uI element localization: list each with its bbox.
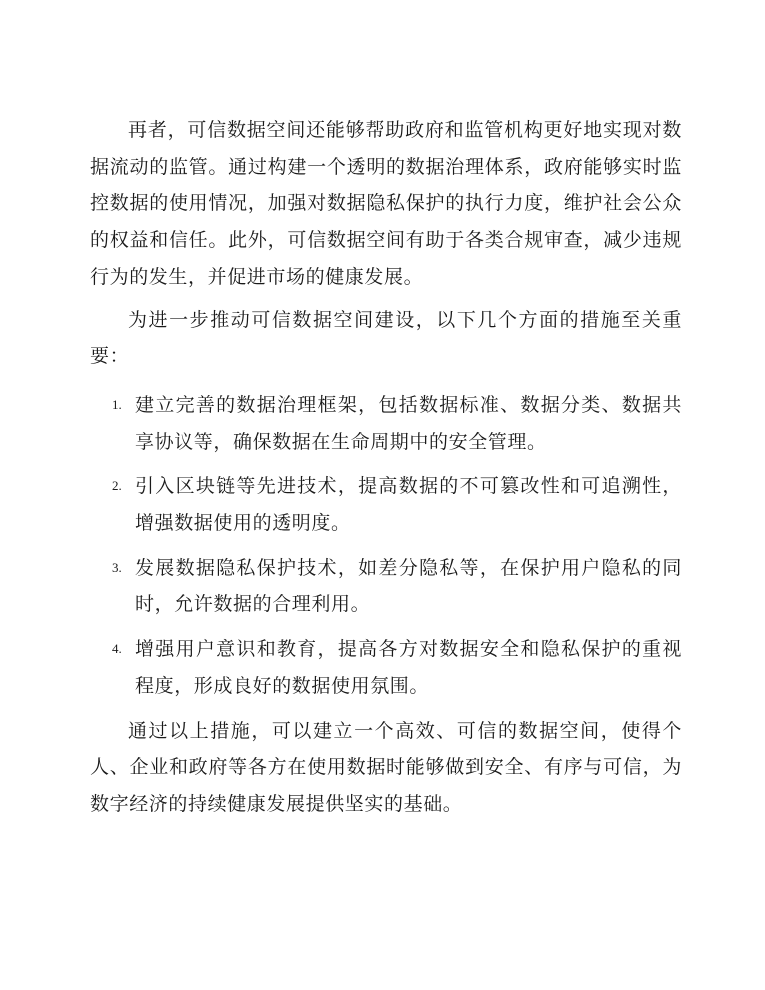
list-item (90, 631, 682, 704)
list-item-number: 1. (112, 396, 122, 412)
list-item-text: 引入区块链等先进技术，提高数据的不可篡改性和可追溯性，增强数据使用的透明度。 (135, 475, 682, 535)
paragraph-conclusion: 通过以上措施，可以建立一个高效、可信的数据空间，使得个人、企业和政府等各方在使用数据时能够做到安全、有序与可信，为数字经济的持续健康发展提供坚实的基础。 (90, 719, 682, 815)
list-item-text: 发展数据隐私保护技术，如差分隐私等，在保护用户隐私的同时，允许数据的合理利用。 (135, 556, 682, 616)
list-item (90, 387, 682, 460)
document-body (90, 112, 682, 823)
measures-list (90, 387, 682, 705)
list-item-number: 4. (112, 641, 122, 657)
list-item-text: 建立完善的数据治理框架，包括数据标准、数据分类、数据共享协议等，确保数据在生命周期中的安全管理。 (135, 393, 682, 453)
paragraph-supervision: 再者，可信数据空间还能够帮助政府和监管机构更好地实现对数据流动的监管。通过构建一个透明的数据治理体系，政府能够实时监控数据的使用情况，加强对数据隐私保护的执行力度，维护社会公众的权益和信任。此外，可信数据空间有助于各类合规审查，减少违规行为的发生，并促进市场的健康发展。 (90, 119, 682, 288)
paragraph-measures-intro: 为进一步推动可信数据空间建设，以下几个方面的措施至关重要： (90, 308, 682, 368)
list-item (90, 550, 682, 623)
list-item (90, 468, 682, 541)
list-item-number: 2. (112, 478, 122, 494)
list-item-text: 增强用户意识和教育，提高各方对数据安全和隐私保护的重视程度，形成良好的数据使用氛围。 (135, 638, 682, 697)
list-item-number: 3. (112, 559, 122, 575)
